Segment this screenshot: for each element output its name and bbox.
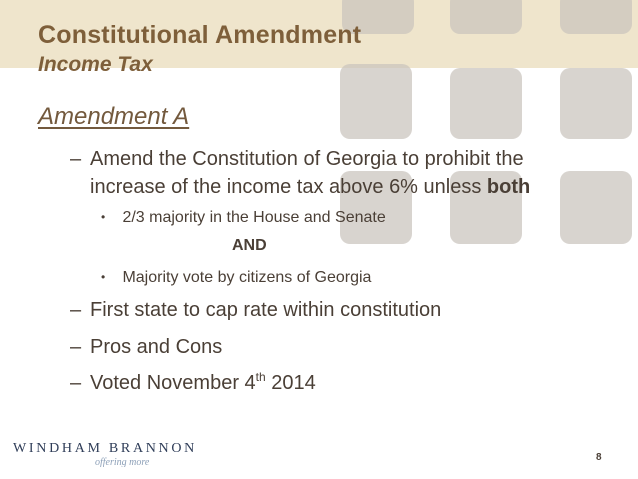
constitution-cap-item [70, 296, 441, 324]
vote-date-prefix: Voted November 4 [90, 372, 256, 394]
house-senate-requirement [101, 207, 386, 228]
section-heading: Amendment A [38, 103, 190, 130]
slide-title: Constitutional Amendment [38, 20, 362, 49]
logo-main-text: WINDHAM BRANNON [13, 441, 197, 456]
dash-marker: – [70, 148, 82, 170]
logo-tagline: offering more [95, 457, 150, 467]
pros-cons-text: Pros and Cons [90, 336, 223, 358]
vote-date-text [90, 369, 316, 397]
slide-subtitle: Income Tax [38, 53, 153, 77]
pros-cons-item [70, 333, 222, 361]
dash-marker: – [70, 372, 82, 394]
citizen-vote-requirement [101, 267, 371, 288]
dash-marker: – [70, 299, 82, 321]
windham-brannon-logo [13, 441, 198, 467]
bullet-marker: • [101, 270, 106, 284]
amendment-description [70, 145, 530, 201]
vote-date-year: 2014 [265, 372, 316, 394]
vote-date-item [70, 369, 316, 397]
page-number: 8 [596, 452, 602, 463]
house-senate-requirement-text: 2/3 majority in the House and Senate [122, 209, 386, 226]
bullet-marker: • [101, 210, 106, 224]
dash-marker: – [70, 336, 82, 358]
amendment-description-line-2 [90, 173, 530, 201]
emphasis-text: both [486, 176, 531, 198]
date-ordinal-superscript: th [255, 370, 266, 384]
and-label: AND [232, 237, 267, 254]
constitution-cap-text: First state to cap rate within constitution [90, 299, 442, 321]
citizen-vote-requirement-text: Majority vote by citizens of Georgia [122, 269, 372, 286]
amendment-description-line-1: Amend the Constitution of Georgia to prohibit the [90, 148, 524, 170]
amendment-description-text: increase of the income tax above 6% unless [90, 176, 482, 198]
